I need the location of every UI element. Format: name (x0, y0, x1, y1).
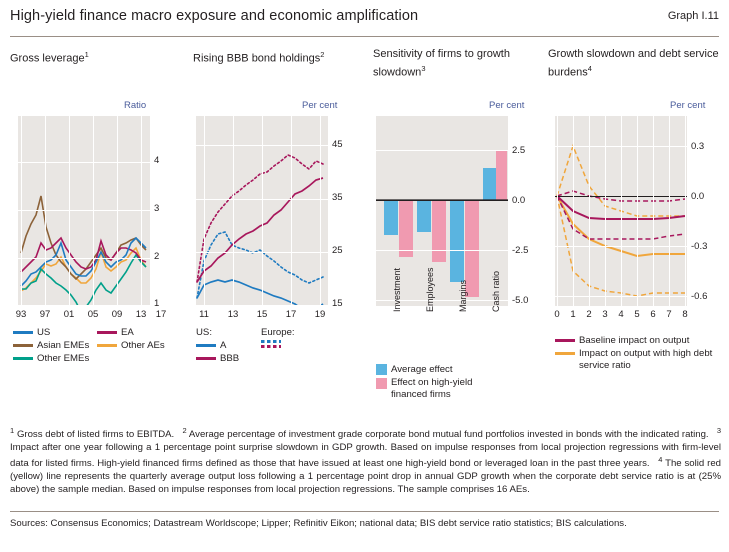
xtick: 15 (256, 309, 268, 320)
xtick: 13 (135, 309, 147, 320)
series-lines-gross-leverage (18, 116, 150, 306)
xtick: 05 (87, 309, 99, 320)
xtick: 19 (314, 309, 326, 320)
ytick: -5.0 (512, 295, 529, 306)
xtick: 93 (15, 309, 27, 320)
legend-swatch-high-yield-effect (376, 378, 387, 389)
xtick: 01 (63, 309, 75, 320)
ytick: 4 (154, 155, 160, 166)
plot-area-gross-leverage (18, 116, 150, 306)
legend-item: Other AEs (97, 340, 165, 351)
panel-title: Growth slowdown and debt service burdens$^4$ (548, 48, 719, 79)
xtick-category: Investment (392, 267, 402, 312)
ytick: 35 (332, 192, 343, 203)
legend-item: Baseline impact on output (555, 335, 727, 346)
axis-unit-label-3: Per cent (489, 100, 525, 111)
axis-unit-label-4: Per cent (670, 100, 706, 111)
legend-item (261, 340, 295, 343)
footnote-number: 1 (10, 426, 15, 435)
xtick-category: Margins (458, 279, 468, 312)
legend-swatch-high-dsr-impact (555, 352, 575, 355)
xtick: 2 (586, 309, 592, 320)
legend-item: US (13, 327, 89, 338)
xtick: 17 (285, 309, 297, 320)
legend-item: Impact on output with high debt service ratio (555, 348, 727, 372)
header (10, 8, 719, 24)
legend-item: Other EMEs (13, 353, 89, 364)
legend-item: Asian EMEs (13, 340, 89, 351)
panel-title: Sensitivity of firms to growth slowdown$^3$ (373, 48, 510, 79)
legend-swatch-europe-a (261, 340, 281, 343)
xtick-category: Employees (425, 267, 435, 312)
legend-swatch-asian-emes (13, 344, 33, 347)
ytick: 1 (154, 298, 160, 309)
ytick: -0.6 (691, 291, 708, 302)
legend-bbb-holdings (196, 327, 239, 366)
legend-swatch-ea (97, 331, 117, 334)
legend-growth-slowdown (555, 335, 727, 374)
footnote-text: Gross debt of listed firms to EBITDA. (16, 429, 175, 441)
xtick: 6 (650, 309, 656, 320)
footnote-text: The solid red (yellow) line represents the quarterly average output loss following a 1 percentage point drop in annual GDP growth when the corporate debt service ratio is at (25% above) the sample median. Based on impulse responses from local projection regressions. The sample comprises 16 AEs. (10, 458, 721, 495)
ytick: 0.0 (512, 195, 526, 206)
ytick: 0.0 (691, 191, 705, 202)
page-title: High-yield finance macro exposure and economic amplification (10, 8, 419, 24)
legend-swatch-baseline-impact (555, 339, 575, 342)
legend-item: BBB (196, 353, 239, 364)
legend-gross-leverage-left (13, 327, 89, 366)
sources-line: Sources: Consensus Economics; Datastream Worldscope; Lipper; Refinitiv Eikon; national data; BIS debt service ratio statistics; BIS calculations. (10, 518, 627, 529)
xtick: 7 (666, 309, 672, 320)
legend-swatch-europe-bbb (261, 345, 281, 348)
xtick: 97 (39, 309, 51, 320)
ytick: 3 (154, 203, 160, 214)
legend-gross-leverage-right (97, 327, 165, 353)
ytick: -0.3 (691, 241, 708, 252)
xtick: 5 (634, 309, 640, 320)
ytick: 2.5 (512, 145, 526, 156)
legend-item (261, 345, 295, 348)
xtick: 0 (554, 309, 560, 320)
legend-item: A (196, 340, 239, 351)
plot-area-growth-slowdown (555, 116, 687, 306)
xtick: 3 (602, 309, 608, 320)
legend-sensitivity (376, 364, 526, 403)
axis-unit-label-2: Per cent (302, 100, 338, 111)
xtick: 13 (227, 309, 239, 320)
ytick: -2.5 (512, 245, 529, 256)
legend-swatch-other-emes (13, 357, 33, 360)
header-divider (10, 36, 719, 37)
ytick: 25 (332, 245, 343, 256)
panel-title: Rising BBB bond holdings$^2$ (193, 50, 325, 65)
footnotes (10, 425, 721, 496)
footnote-number: 4 (658, 455, 663, 465)
legend-item: EA (97, 327, 165, 338)
legend-group-head-us: US: (196, 327, 212, 338)
ytick: 2 (154, 251, 160, 262)
panel-growth-slowdown (548, 48, 723, 80)
legend-bbb-holdings-europe (261, 327, 295, 350)
legend-group-head-europe: Europe: (261, 327, 295, 338)
footnote-text: Impact after one year following a 1 percentage point surprise slowdown in GDP growth. Based on impulse responses from local projection regressions with firm-level data for listed firms. High-yield financed firms defined as those that have issued at least one high-yield bond or leveraged loan in the past three years. (10, 441, 721, 470)
legend-swatch-average-effect (376, 364, 387, 375)
xtick: 8 (682, 309, 688, 320)
xtick: 09 (111, 309, 123, 320)
legend-swatch-a (196, 344, 216, 347)
xtick: 4 (618, 309, 624, 320)
ytick: 45 (332, 139, 343, 150)
xtick: 17 (155, 309, 167, 320)
ytick: 15 (332, 298, 343, 309)
legend-swatch-bbb (196, 357, 216, 360)
legend-swatch-us (13, 331, 33, 334)
legend-item: Average effect (376, 364, 526, 375)
footnote-text: Average percentage of investment grade corporate bond mutual fund portfolios invested in bonds with the indicated rating. (188, 429, 709, 441)
panel-title: Gross leverage$^1$ (10, 50, 89, 65)
xtick: 1 (570, 309, 576, 320)
footnote-number: 3 (716, 426, 722, 435)
graph-number: Graph I.11 (667, 10, 719, 22)
plot-area-bbb-holdings (196, 116, 328, 306)
xtick-category: Cash ratio (491, 270, 501, 312)
panel-bbb-holdings (193, 48, 368, 66)
legend-item: Effect on high-yield financed firms (376, 377, 526, 401)
xtick: 11 (199, 309, 209, 320)
legend-swatch-other-aes (97, 344, 117, 347)
panel-gross-leverage (10, 48, 180, 66)
ytick: 0.3 (691, 141, 705, 152)
footnote-number: 2 (182, 426, 187, 435)
axis-unit-label-1: Ratio (124, 100, 147, 111)
sources-divider (10, 511, 719, 512)
panel-sensitivity (373, 48, 533, 80)
